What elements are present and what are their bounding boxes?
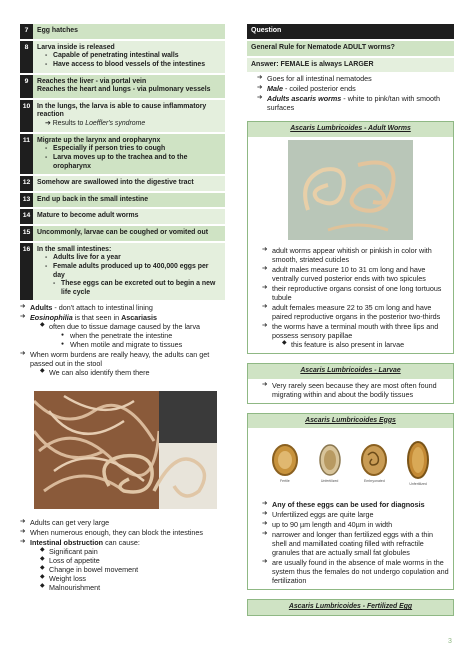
step-number: 10	[20, 100, 33, 132]
larvae-title: Ascaris Lumbricoides - Larvae	[248, 364, 453, 379]
adult-worms-panel	[247, 121, 454, 354]
step-title: In the small intestines:	[37, 245, 112, 253]
left-notes	[20, 303, 225, 377]
egg-point: ➔ up to 90 µm length and 40µm in width	[262, 520, 449, 529]
note-burden-sub: ◆ We can also identify them there	[40, 368, 225, 377]
step-row	[20, 41, 225, 73]
step-body	[33, 209, 225, 224]
larvae-panel	[247, 363, 454, 404]
left-column	[20, 24, 225, 593]
step-title: In the lungs, the larva is able to cause inflammatory reaction	[37, 102, 207, 119]
question-header: Question	[247, 24, 454, 39]
step-number: 12	[20, 176, 33, 191]
note-eos-sub: ◆ often due to tissue damage caused by the larva ● when the penetrate the intestine ● When motile and migrate to tissues	[40, 322, 225, 349]
egg-point: ➔ Unfertilized eggs are quite large	[262, 510, 449, 519]
note-obstruction: ➔ Intestinal obstruction can cause: ◆ Significant pain ◆ Loss of appetite ◆ Change in bowel movement ◆ Weight loss ◆ Malnourishment	[20, 538, 225, 592]
step-body	[33, 134, 225, 175]
step-number: 8	[20, 41, 33, 73]
egg-point: ➔ are usually found in the absence of male worms in the system thus the females do not undergo copulation and fertilization	[262, 558, 449, 585]
adult-point: ➔ adult males measure 10 to 31 cm long and have ventrally curved posterior ends with two spicules	[262, 265, 449, 283]
step-body	[33, 100, 225, 132]
fertilized-egg-title: Ascaris Lumbricoides - Fertilized Egg	[248, 600, 453, 615]
step-body	[33, 41, 225, 73]
adult-worms-illustration	[288, 140, 413, 240]
step-number: 13	[20, 193, 33, 208]
page-number: 3	[448, 638, 452, 645]
step-title: Migrate up the larynx and oropharynx	[37, 136, 161, 144]
obstruction-item: ◆ Significant pain	[40, 547, 225, 556]
step-number: 9	[20, 75, 33, 98]
step-sub: - Especially if person tries to cough	[45, 145, 221, 154]
right-column	[247, 24, 454, 616]
step-row	[20, 209, 225, 224]
step-sub: - Larva moves up to the trachea and to the oropharynx	[45, 154, 221, 171]
question-text: General Rule for Nematode ADULT worms?	[247, 41, 454, 56]
life-cycle-steps	[20, 24, 225, 300]
step-title: End up back in the small intestine	[37, 195, 149, 203]
egg-fertile-illustration	[271, 443, 299, 477]
step-title: Larva inside is released	[37, 43, 115, 51]
larvae-point: ➔ Very rarely seen because they are most often found migrating within and about the bodily tissues	[262, 381, 449, 399]
step-sub: - Female adults produced up to 400,000 eggs per day	[45, 263, 221, 280]
step-title: Egg hatches	[37, 27, 78, 34]
step-body	[33, 226, 225, 241]
adult-point: ➔ adult worms appear whitish or pinkish in color with smooth, striated cuticles	[262, 246, 449, 264]
bottom-notes	[20, 518, 225, 592]
note-eosinophilia: ➔ Eosinophilia is that seen in Ascariasis ◆ often due to tissue damage caused by the larva ● when the penetrate the intestine ● When motile and migrate to tissues	[20, 313, 225, 349]
egg-fertile: Fertile	[271, 443, 299, 483]
step-sub: - Capable of penetrating intestinal walls	[45, 52, 221, 61]
adult-points	[248, 244, 453, 353]
question-points	[247, 74, 454, 112]
step-row	[20, 226, 225, 241]
note-block: ➔ When numerous enough, they can block the intestines	[20, 528, 225, 537]
egg-embryonated: Embryonated	[360, 443, 388, 483]
adult-point: ➔ adult females measure 22 to 35 cm long and have paired reproductive organs in the posterior two-thirds	[262, 303, 449, 321]
step-row	[20, 193, 225, 208]
adult-sub-point: ◆ this feature is also present in larvae	[282, 340, 449, 349]
egg-point: ➔ Any of these eggs can be used for diagnosis	[262, 500, 449, 509]
worms-photo-illustration	[34, 391, 217, 509]
step-number: 14	[20, 209, 33, 224]
obstruction-item: ◆ Malnourishment	[40, 583, 225, 592]
eggs-title: Ascaris Lumbricoides Eggs	[248, 414, 453, 429]
larvae-points	[248, 379, 453, 403]
obstruction-item: ◆ Loss of appetite	[40, 556, 225, 565]
step-body	[33, 176, 225, 191]
step-row	[20, 24, 225, 39]
adult-point: ➔ their reproductive organs consist of one long tortuous tubule	[262, 284, 449, 302]
worms-photo	[34, 391, 217, 509]
note-burden: ➔ When worm burdens are really heavy, the adults can get passed out in the stool ◆ We can also identify them there	[20, 350, 225, 377]
question-point: ➔ Goes for all intestinal nematodes	[257, 74, 454, 83]
step-arrow: ➔ Results to Loeffler's syndrome	[45, 120, 146, 127]
obstruction-item: ◆ Change in bowel movement	[40, 565, 225, 574]
egg-decorticated: Unfertilized	[317, 443, 343, 483]
question-point: ➔ Adults ascaris worms - white to pink/tan with smooth surfaces	[257, 94, 454, 112]
step-number: 7	[20, 24, 33, 39]
note-eos-sub2: ● when the penetrate the intestine	[61, 331, 225, 340]
step-row	[20, 134, 225, 175]
step-sub: - Have access to blood vessels of the intestines	[45, 61, 221, 70]
step-body	[33, 243, 225, 301]
step-sub2: - These eggs can be excreted out to begin a new life cycle	[53, 280, 221, 297]
eggs-image	[248, 428, 453, 498]
egg-point: ➔ narrower and longer than fertilized eggs with a thin shell and mamillated coating filled with refractile granules that are actually small fat globules	[262, 530, 449, 557]
step-title: Mature to become adult worms	[37, 212, 139, 220]
note-adults: ➔ Adults - don't attach to intestinal lining	[20, 303, 225, 312]
step-number: 15	[20, 226, 33, 241]
step-title-2: Reaches the heart and lungs - via pulmonary vessels	[37, 86, 211, 94]
step-body	[33, 193, 225, 208]
note-eos-sub2: ● When motile and migrate to tissues	[61, 340, 225, 349]
egg-decorticated-illustration	[317, 443, 343, 477]
step-body	[33, 24, 225, 39]
note-large: ➔ Adults can get very large	[20, 518, 225, 527]
adult-worms-title: Ascaris Lumbricoides - Adult Worms	[248, 122, 453, 137]
adult-worms-image	[248, 137, 453, 244]
step-row	[20, 176, 225, 191]
step-body	[33, 75, 225, 98]
step-row	[20, 75, 225, 98]
step-number: 16	[20, 243, 33, 301]
step-title: Reaches the liver - via portal vein	[37, 77, 147, 85]
eggs-panel	[247, 413, 454, 591]
adult-point: ➔ the worms have a terminal mouth with three lips and possess sensory papillae ◆ this feature is also present in larvae	[262, 322, 449, 349]
obstruction-item: ◆ Weight loss	[40, 574, 225, 583]
egg-points	[248, 498, 453, 589]
fertilized-egg-panel	[247, 599, 454, 616]
step-sub: - Adults live for a year	[45, 254, 221, 263]
question-point: ➔ Male - coiled posterior ends	[257, 84, 454, 93]
step-number: 11	[20, 134, 33, 175]
step-title: Uncommonly, larvae can be coughed or vomited out	[37, 229, 209, 236]
step-row	[20, 100, 225, 132]
egg-unfertilized-illustration	[406, 440, 430, 480]
step-row	[20, 243, 225, 301]
question-answer: Answer: FEMALE is always LARGER	[247, 58, 454, 73]
egg-embryonated-illustration	[360, 443, 388, 477]
step-title: Somehow are swallowed into the digestive tract	[37, 179, 194, 187]
egg-unfertilized: Unfertilized	[406, 440, 430, 486]
